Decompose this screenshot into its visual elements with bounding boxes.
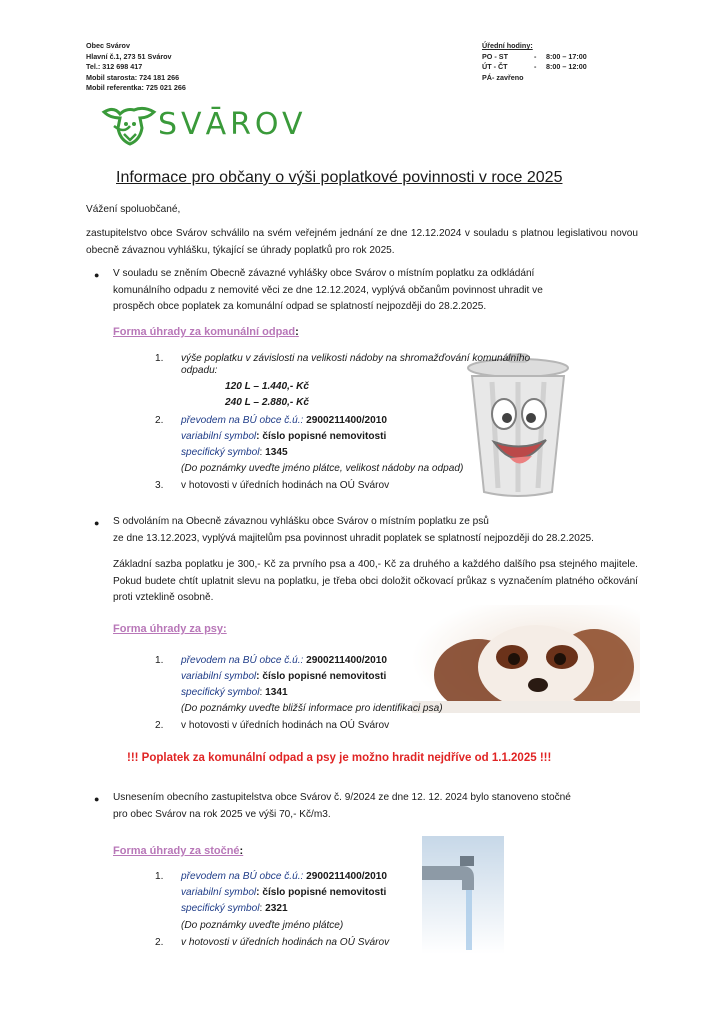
variable-symbol [181, 429, 386, 446]
ss-value: 1341 [265, 687, 288, 698]
list-number: 2. [155, 937, 164, 948]
dog-image [412, 605, 640, 713]
heading-text: Forma úhrady za komunální odpad [113, 326, 296, 338]
sewage-payment-heading [113, 845, 243, 857]
dog-rate-paragraph: Základní sazba poplatku je 300,- Kč za prvního psa a 400,- Kč za druhého a každého dalšího psa stejného majitele. Pokud budete chtít uplatnit slevu na poplatku, je třeba obci doložit očkovací průkaz s vyznačením platného očkování proti vzteklině osobně. [113, 559, 638, 603]
sewage-paragraph [113, 790, 571, 823]
dogs-payment-heading: Forma úhrady za psy: [113, 623, 227, 635]
greeting: Vážení spoluobčané, [86, 204, 181, 215]
hours-days: PO - ST [482, 51, 508, 61]
office-address [86, 41, 186, 94]
list-number: 3. [155, 480, 164, 491]
list-number: 2. [155, 415, 164, 426]
address-line: Mobil starosta: 724 181 266 [86, 72, 180, 82]
list-number: 2. [155, 720, 164, 731]
ss-label: specifický symbol [181, 447, 260, 458]
ss-value: 1345 [265, 447, 288, 458]
address-line: Obec Svárov [86, 41, 130, 50]
specific-symbol: specifický symbol: 2321 [181, 903, 288, 914]
heading-colon: : [239, 845, 244, 857]
payment-note: (Do poznámky uveďte jméno plátce, velikost nádoby na odpad) [181, 463, 464, 474]
dogs-item-1 [155, 653, 387, 670]
hours-dash: - [534, 62, 537, 71]
address-line: Tel.: 312 698 417 [86, 62, 143, 71]
specific-symbol: specifický symbol: 1345 [181, 447, 288, 458]
transfer-label: převodem na BÚ obce č.ú.: [181, 871, 304, 882]
specific-symbol: specifický symbol: 1341 [181, 687, 288, 698]
ss-value: 2321 [265, 903, 288, 914]
sewage-item-1 [155, 869, 387, 886]
logo-text: SVĀROV [158, 107, 307, 142]
text-line: komunálního odpadu z nemovité věci ze dne 12.12.2024, vyplývá občanům povinnost uhradit ve [113, 284, 543, 296]
hours-dash: - [534, 51, 537, 61]
bullet-icon: ● [94, 794, 100, 804]
heading-colon: : [295, 326, 299, 338]
payment-note: (Do poznámky uveďte jméno plátce) [181, 920, 344, 931]
sewage-item-2 [155, 935, 389, 952]
bullet-icon: ● [94, 270, 100, 280]
cash-payment: v hotovosti v úředních hodinách na OÚ Svárov [181, 720, 390, 731]
address-line: Hlavní č.1, 273 51 Svárov [86, 51, 172, 61]
transfer-label: převodem na BÚ obce č.ú.: [181, 655, 304, 666]
hours-days: ÚT - ČT [482, 62, 508, 71]
bank-account: 2900211400/2010 [306, 871, 387, 882]
cash-payment: v hotovosti v úředních hodinách na OÚ Svárov [181, 937, 390, 948]
list-number: 1. [155, 871, 164, 882]
payment-date-warning: !!! Poplatek za komunální odpad a psy je možno hradit nejdříve od 1.1.2025 !!! [127, 752, 552, 764]
vs-label: variabilní symbol [181, 431, 257, 442]
dogs-paragraph [113, 514, 594, 547]
text-line: V souladu se zněním Obecně závazné vyhlášky obce Svárov o místním poplatku za odkládání [113, 268, 535, 279]
dogs-item-2 [155, 718, 389, 735]
cash-payment: v hotovosti v úředních hodinách na OÚ Svárov [181, 480, 390, 491]
text-line: S odvoláním na Obecně závaznou vyhlášku obce Svárov o místním poplatku ze psů [113, 516, 489, 527]
transfer-label: převodem na BÚ obce č.ú.: [181, 415, 304, 426]
intro-paragraph: zastupitelstvo obce Svárov schválilo na svém veřejném jednání ze dne 12.12.2024 v souladu s platnou legislativou novou obecně závaznou vyhlášku, týkající se úhrady poplatků pro rok 2025. [86, 228, 638, 256]
variable-symbol [181, 885, 386, 902]
waste-paragraph [113, 266, 543, 316]
bin-size-240: 240 L – 2.880,- Kč [225, 397, 309, 408]
water-tap-image [422, 836, 504, 954]
hours-days: PÁ- zavřeno [482, 72, 524, 82]
vs-label: variabilní symbol [181, 671, 257, 682]
logo-cow-icon [100, 104, 160, 150]
waste-item-2 [155, 413, 387, 430]
bank-account: 2900211400/2010 [306, 415, 387, 426]
list-number: 1. [155, 353, 164, 364]
text-line: Usnesením obecního zastupitelstva obce Svárov č. 9/2024 ze dne 12. 12. 2024 bylo stanoveno stočné [113, 792, 571, 803]
waste-item-3 [155, 478, 389, 495]
office-hours-title: Úřední hodiny: [482, 41, 533, 50]
ss-label: specifický symbol [181, 903, 260, 914]
text-line: ze dne 13.12.2023, vyplývá majitelům psa povinnost uhradit poplatek se splatností nejpozději do 28.2.2025. [113, 532, 594, 544]
text-line: odpadu: [181, 365, 218, 376]
bin-size-120: 120 L – 1.440,- Kč [225, 381, 309, 392]
hours-time: 8:00 – 17:00 [546, 51, 587, 61]
text-line: výše poplatku v závislosti na velikosti nádoby na shromažďování komunálního [181, 353, 531, 364]
svarov-logo [100, 104, 307, 152]
page-title: Informace pro občany o výši poplatkové povinnosti v roce 2025 [116, 169, 563, 186]
bank-account: 2900211400/2010 [306, 655, 387, 666]
list-number: 1. [155, 655, 164, 666]
waste-payment-heading [113, 326, 299, 338]
heading-text: Forma úhrady za stočné [113, 845, 240, 857]
vs-value: : číslo popisné nemovitosti [256, 671, 387, 682]
vs-value: : číslo popisné nemovitosti [256, 431, 387, 442]
address-line: Mobil referentka: 725 021 266 [86, 83, 186, 92]
text-line: prospěch obce poplatek za komunální odpad se splatností nejpozději do 28.2.2025. [113, 301, 487, 312]
payment-note: (Do poznámky uveďte bližší informace pro identifikaci psa) [181, 703, 443, 714]
bullet-icon: ● [94, 518, 100, 528]
office-hours [482, 41, 587, 83]
text-line: pro obec Svárov na rok 2025 ve výši 70,- Kč/m3. [113, 808, 331, 820]
ss-label: specifický symbol [181, 687, 260, 698]
hours-time: 8:00 – 12:00 [546, 62, 587, 71]
bin-mascot-image [462, 352, 574, 500]
vs-value: : číslo popisné nemovitosti [256, 887, 387, 898]
vs-label: variabilní symbol [181, 887, 257, 898]
variable-symbol [181, 669, 386, 686]
